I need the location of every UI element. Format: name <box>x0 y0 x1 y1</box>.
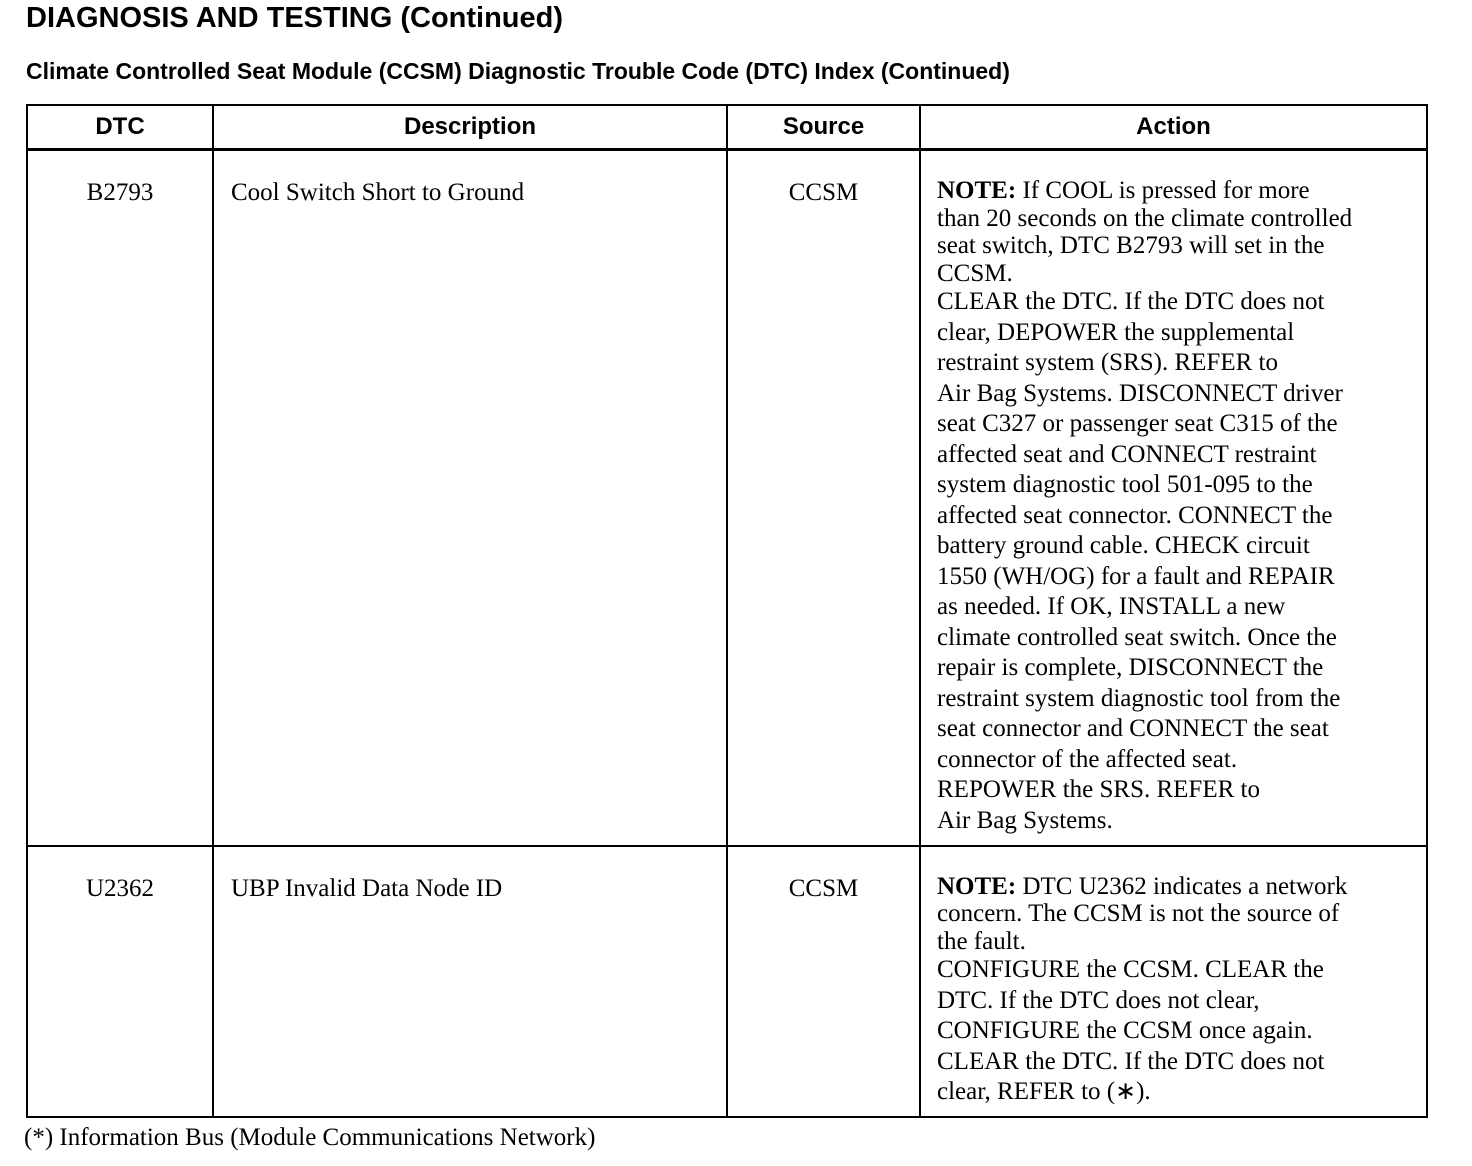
action-line: restraint system (SRS). REFER to <box>937 349 1278 376</box>
action-cell <box>920 150 1427 846</box>
action-line: CONFIGURE the CCSM. CLEAR the <box>937 956 1324 983</box>
action-line: clear, REFER to (∗). <box>937 1078 1151 1105</box>
column-header-dtc: DTC <box>27 105 213 150</box>
action-line: affected seat connector. CONNECT the <box>937 501 1333 529</box>
action-note <box>937 873 1420 956</box>
source-cell: CCSM <box>727 150 920 846</box>
column-header-description: Description <box>213 105 727 150</box>
action-line: DTC. If the DTC does not clear, <box>937 986 1260 1014</box>
note-text: DTC U2362 indicates a network <box>1016 872 1348 900</box>
action-note-line: seat switch, DTC B2793 will set in the <box>937 232 1325 259</box>
column-header-action: Action <box>920 105 1427 150</box>
action-note-line: CCSM. <box>937 259 1013 287</box>
action-line: restraint system diagnostic tool from the <box>937 684 1341 712</box>
action-line: 1550 (WH/OG) for a fault and REPAIR <box>937 562 1335 590</box>
table-row <box>27 150 1427 846</box>
column-header-source: Source <box>727 105 920 150</box>
action-note-line: the fault. <box>937 927 1026 955</box>
table-row <box>27 846 1427 1117</box>
action-line: as needed. If OK, INSTALL a new <box>937 593 1286 620</box>
action-note-line <box>937 873 1420 901</box>
dtc-index-table <box>26 104 1428 1118</box>
action-note-line: than 20 seconds on the climate controlled <box>937 204 1353 232</box>
action-line: CLEAR the DTC. If the DTC does not <box>937 1047 1325 1075</box>
action-cell <box>920 846 1427 1117</box>
action-line: Air Bag Systems. <box>937 806 1113 834</box>
note-text: If COOL is pressed for more <box>1016 177 1310 204</box>
action-note-line <box>937 177 1420 205</box>
action-line: Air Bag Systems. DISCONNECT driver <box>937 379 1343 407</box>
action-line: seat connector and CONNECT the seat <box>937 715 1329 742</box>
source-cell: CCSM <box>727 846 920 1117</box>
footnote: (*) Information Bus (Module Communications Network) <box>24 1124 596 1151</box>
page-title: DIAGNOSIS AND TESTING (Continued) <box>26 2 564 34</box>
note-label: NOTE: <box>937 872 1017 900</box>
dtc-code-cell: U2362 <box>27 846 213 1117</box>
action-line: clear, DEPOWER the supplemental <box>937 318 1295 346</box>
description-cell: UBP Invalid Data Node ID <box>213 846 727 1117</box>
action-line: battery ground cable. CHECK circuit <box>937 532 1310 559</box>
action-line: REPOWER the SRS. REFER to <box>937 776 1260 803</box>
action-line: CONFIGURE the CCSM once again. <box>937 1017 1313 1044</box>
section-title: Climate Controlled Seat Module (CCSM) Diagnostic Trouble Code (DTC) Index (Continued) <box>26 58 1010 84</box>
action-line: CLEAR the DTC. If the DTC does not <box>937 288 1325 315</box>
action-note-line: concern. The CCSM is not the source of <box>937 900 1340 927</box>
action-line: repair is complete, DISCONNECT the <box>937 654 1324 681</box>
action-line: climate controlled seat switch. Once the <box>937 623 1337 651</box>
note-label: NOTE: <box>937 177 1017 204</box>
action-line: seat C327 or passenger seat C315 of the <box>937 410 1338 437</box>
action-note <box>937 177 1420 287</box>
description-cell: Cool Switch Short to Ground <box>213 150 727 846</box>
table-header-row <box>27 105 1427 150</box>
action-line: connector of the affected seat. <box>937 745 1238 773</box>
action-line: system diagnostic tool 501-095 to the <box>937 471 1313 498</box>
dtc-code-cell: B2793 <box>27 150 213 846</box>
action-line: affected seat and CONNECT restraint <box>937 440 1317 468</box>
